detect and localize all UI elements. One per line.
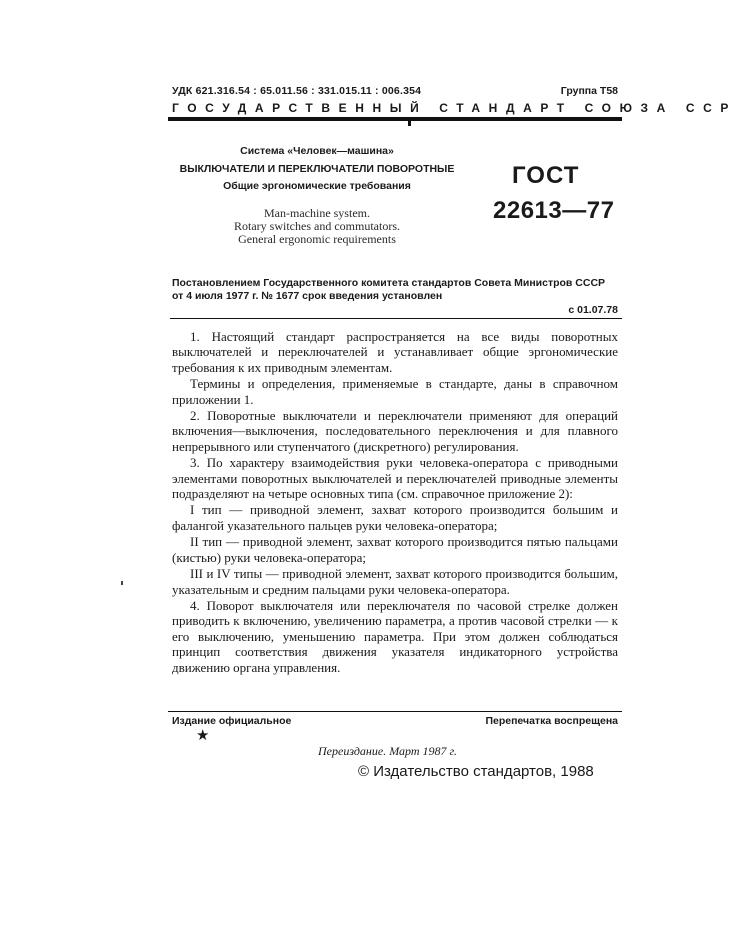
english-title <box>172 207 462 246</box>
state-standard-heading: ГОСУДАРСТВЕННЫЙ СТАНДАРТ СОЮЗА ССР <box>172 101 737 115</box>
document-subtitle: Общие эргономические требования <box>223 180 411 192</box>
rule-tick-mark <box>408 121 411 126</box>
paragraph: 3. По характеру взаимодействия руки человека-оператора с приводными элементами поворотных выключателей и переключателей приводные элементы подразделяют на четыре основных типа (см. справочное приложение 2): <box>172 455 618 502</box>
udk-code: УДК 621.316.54 : 65.011.56 : 331.015.11 : 006.354 <box>172 85 422 97</box>
english-title-line: Rotary switches and commutators. <box>234 219 400 233</box>
body-text <box>172 329 618 675</box>
paragraph: II тип — приводной элемент, захват которого производится пятью пальцами (кистью) руки человека-оператора; <box>172 534 618 565</box>
official-edition-label: Издание официальное <box>172 715 292 727</box>
scan-speck <box>121 581 123 585</box>
reprint-forbidden-label: Перепечатка воспрещена <box>485 715 618 727</box>
paragraph: 4. Поворот выключателя или переключателя по часовой стрелке должен приводить к включению, увеличению параметра, а против часовой стрелки — к его выключению, уменьшению параметра. При этом должен соблюдаться принцип соответствия движения указателя индикаторного устройства движению органа управления. <box>172 597 618 675</box>
paragraph: Термины и определения, применяемые в стандарте, даны в справочном приложении 1. <box>172 376 618 407</box>
gost-number: 22613—77 <box>493 197 615 224</box>
copyright-notice: © Издательство стандартов, 1988 <box>358 763 594 780</box>
effective-date: с 01.07.78 <box>568 304 618 316</box>
header-rule <box>168 117 622 121</box>
star-icon: ★ <box>196 728 210 744</box>
paragraph: 2. Поворотные выключатели и переключатели применяют для операций включения—выключения, последовательного переключения и для плавного непрерывного или ступенчатого (дискретного) регулирования. <box>172 408 618 454</box>
footer-rule <box>168 711 622 712</box>
paragraph: I тип — приводной элемент, захват которого производится большим и фалангой указательного пальцев руки человека-оператора; <box>172 502 618 533</box>
system-line: Система «Человек—машина» <box>240 145 394 157</box>
document-title: ВЫКЛЮЧАТЕЛИ И ПЕРЕКЛЮЧАТЕЛИ ПОВОРОТНЫЕ <box>179 163 455 175</box>
reissue-note: Переиздание. Март 1987 г. <box>318 744 458 758</box>
gost-label: ГОСТ <box>512 162 580 189</box>
group-code: Группа Т58 <box>560 85 618 97</box>
decree-rule <box>170 318 622 319</box>
english-title-line: Man-machine system. <box>264 206 370 220</box>
decree-text: Постановлением Государственного комитета стандартов Совета Министров СССР от 4 июля 1977 г. № 1677 срок введения установлен <box>172 277 606 302</box>
paragraph: III и IV типы — приводной элемент, захват которого производится большим, указательным и средним пальцами руки человека-оператора. <box>172 566 618 597</box>
paragraph: 1. Настоящий стандарт распространяется на все виды поворотных выключателей и переключателей и устанавливает общие эргономические требования к их приводным элементам. <box>172 329 618 375</box>
english-title-line: General ergonomic requirements <box>238 232 396 246</box>
